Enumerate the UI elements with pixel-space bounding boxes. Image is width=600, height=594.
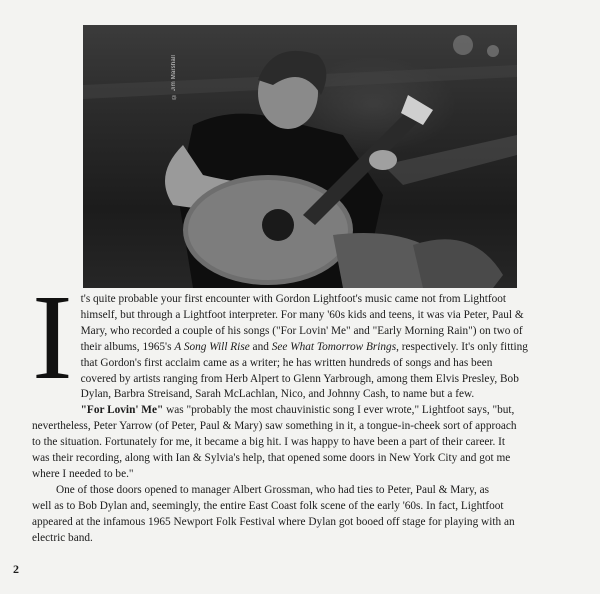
p2-line-4: was their recording, along with Ian & Sylvia's help, that opened some doors in New York City and got me: [32, 452, 511, 465]
album-title-1: A Song Will Rise: [174, 340, 250, 353]
p1-line-7: Dylan, Barbra Streisand, Sarah McLachlan, Nico, and Johnny Cash, to name but a few.: [80, 388, 475, 401]
p1-line-6: covered by artists ranging from Herb Alpert to Glenn Yarbrough, among them Elvis Presley, Bob: [80, 372, 519, 385]
p3-line-3: appeared at the infamous 1965 Newport Folk Festival where Dylan got booed off stage for playing with an: [32, 515, 515, 528]
p1-line-1: t's quite probable your first encounter with Gordon Lightfoot's music came not from Lightfoot: [80, 293, 507, 305]
p1-line-4-c: , respectively. It's only fitting: [396, 340, 528, 353]
p2-line-1-text: was "probably the most chauvinistic song I ever wrote," Lightfoot says, "but,: [163, 404, 515, 417]
article-body: [32, 270, 572, 547]
p1-line-5: that Gordon's first acclaim came as a writer; he has written hundreds of songs and has been: [80, 356, 493, 369]
drop-cap: I: [32, 270, 73, 405]
p1-line-4-a: their albums, 1965's: [80, 340, 175, 353]
musician-guitar-illustration: [83, 25, 517, 288]
p1-line-3: Mary, who recorded a couple of his songs ("For Lovin' Me" and "Early Morning Rain") on two of: [80, 324, 523, 337]
photo-credit: © Jim Marshall: [171, 55, 177, 100]
musician-photo: [83, 25, 517, 288]
song-title-bold: "For Lovin' Me": [80, 404, 164, 417]
page-number: 2: [13, 562, 19, 576]
p3-line-2: well as to Bob Dylan and, seemingly, the entire East Coast folk scene of the early '60s. In fact, Lightfoot: [32, 499, 504, 512]
p1-line-4-b: and: [249, 340, 272, 353]
p1-line-2: himself, but through a Lightfoot interpreter. For many '60s kids and teens, it was via Peter, Paul &: [80, 308, 524, 321]
album-title-2: See What Tomorrow Brings: [271, 340, 397, 353]
p2-line-1: [32, 403, 572, 419]
p2-line-5: where I needed to be.": [32, 467, 134, 480]
p3-line-1: One of those doors opened to manager Albert Grossman, who had ties to Peter, Paul & Mary, as: [56, 483, 490, 496]
p2-line-3: to the situation. Fortunately for me, it became a big hit. I was happy to have been a part of their career. It: [32, 436, 506, 449]
p1-line-4: [32, 340, 572, 356]
p3-line-4: electric band.: [32, 531, 93, 544]
p2-line-2: nevertheless, Peter Yarrow (of Peter, Paul & Mary) saw something in it, a tongue-in-cheek sort of approach: [32, 420, 517, 433]
